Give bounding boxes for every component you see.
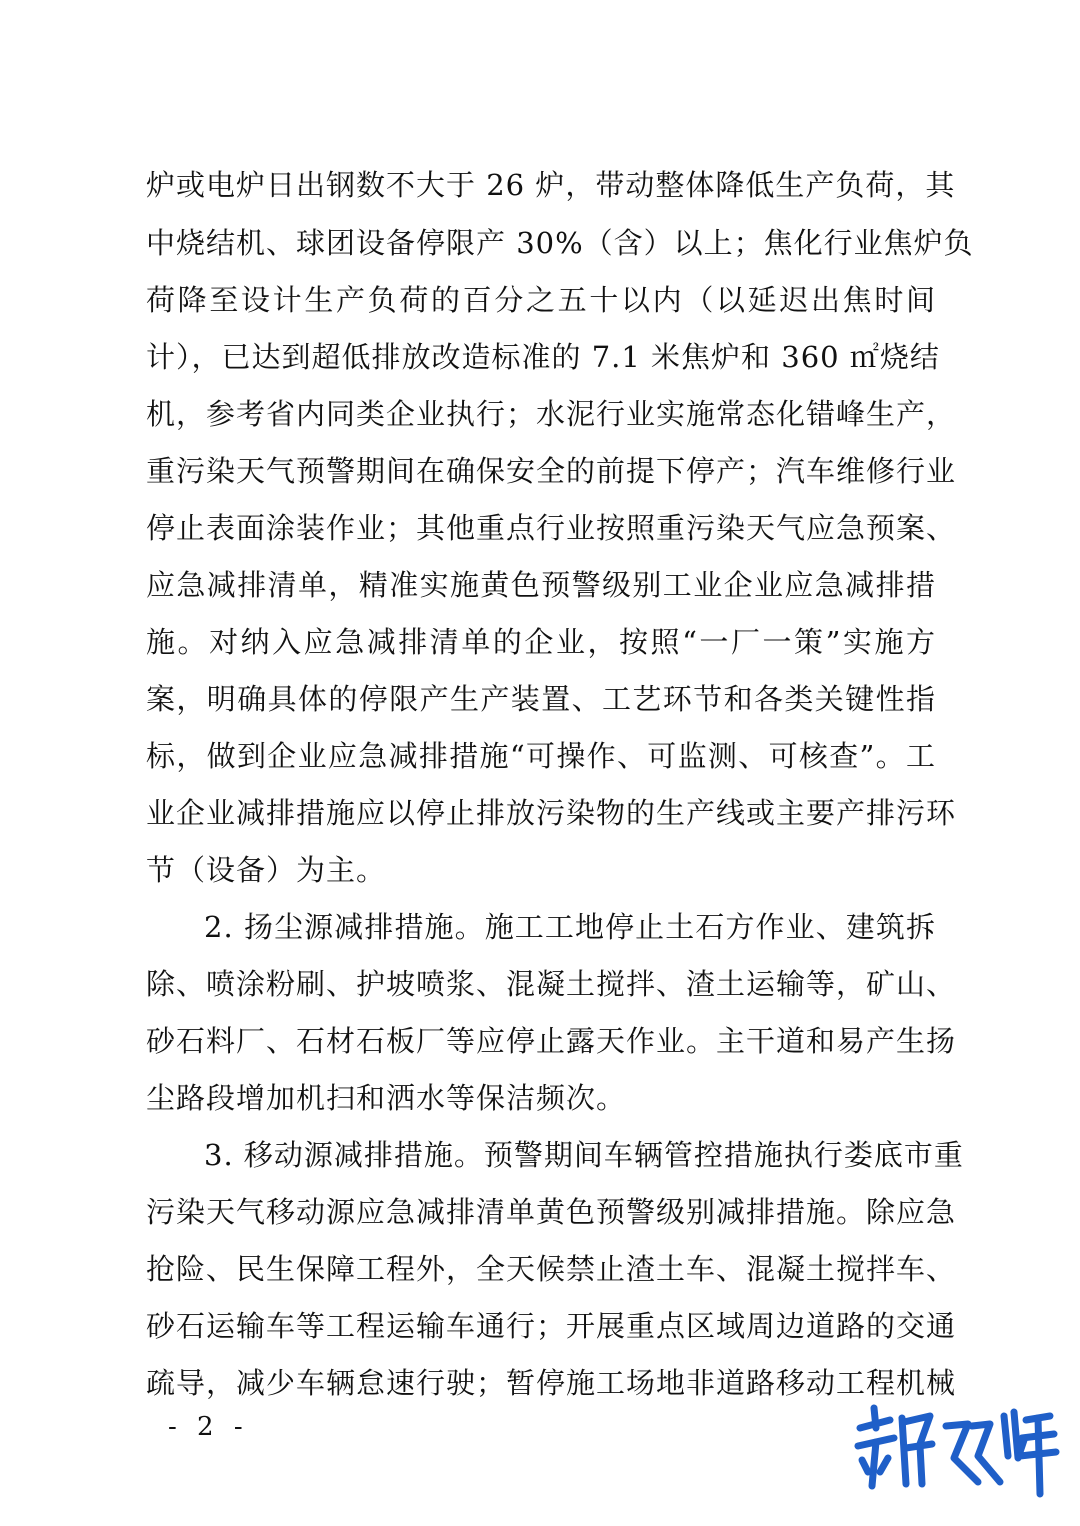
paragraph-first-line: 3. 移动源减排措施。预警期间车辆管控措施执行娄底市重 — [204, 1138, 964, 1172]
text-line: 施。对纳入应急减排清单的企业，按照“一厂一策”实施方 — [146, 625, 936, 659]
calligraphy-watermark — [850, 1398, 1060, 1498]
text-line: 抢险、民生保障工程外，全天候禁止渣土车、混凝土搅拌车、 — [146, 1252, 957, 1286]
text-line: 炉或电炉日出钢数不大于 26 炉，带动整体降低生产负荷，其 — [146, 168, 956, 202]
text-line: 砂石运输车等工程运输车通行；开展重点区域周边道路的交通 — [146, 1309, 957, 1343]
text-line: 机，参考省内同类企业执行；水泥行业实施常态化错峰生产， — [146, 397, 957, 431]
text-line: 计），已达到超低排放改造标准的 7.1 米焦炉和 360 ㎡烧结 — [146, 340, 940, 374]
text-line: 砂石料厂、石材石板厂等应停止露天作业。主干道和易产生扬 — [146, 1024, 957, 1058]
page-number: - 2 - — [168, 1412, 249, 1442]
text-line: 业企业减排措施应以停止排放污染物的生产线或主要产排污环 — [146, 796, 957, 830]
text-line: 应急减排清单，精准实施黄色预警级别工业企业应急减排措 — [146, 568, 936, 602]
text-line: 尘路段增加机扫和洒水等保洁频次。 — [146, 1081, 627, 1115]
paragraph-first-line: 2. 扬尘源减排措施。施工工地停止土石方作业、建筑拆 — [204, 910, 936, 944]
watermark-logo — [850, 1398, 1060, 1498]
text-line: 案，明确具体的停限产生产装置、工艺环节和各类关键性指 — [146, 682, 936, 716]
text-line: 除、喷涂粉刷、护坡喷浆、混凝土搅拌、渣土运输等，矿山、 — [146, 967, 957, 1001]
text-line: 污染天气移动源应急减排清单黄色预警级别减排措施。除应急 — [146, 1195, 957, 1229]
text-line: 停止表面涂装作业；其他重点行业按照重污染天气应急预案、 — [146, 511, 957, 545]
text-line: 荷降至设计生产负荷的百分之五十以内（以延迟出焦时间 — [146, 283, 936, 317]
text-line: 中烧结机、球团设备停限产 30%（含）以上；焦化行业焦炉负 — [146, 226, 974, 260]
text-line: 节（设备）为主。 — [146, 853, 387, 887]
text-line: 重污染天气预警期间在确保安全的前提下停产；汽车维修行业 — [146, 454, 957, 488]
text-line: 标，做到企业应急减排措施“可操作、可监测、可核查”。工 — [146, 739, 936, 773]
text-line: 疏导，减少车辆怠速行驶；暂停施工场地非道路移动工程机械 — [146, 1366, 957, 1400]
